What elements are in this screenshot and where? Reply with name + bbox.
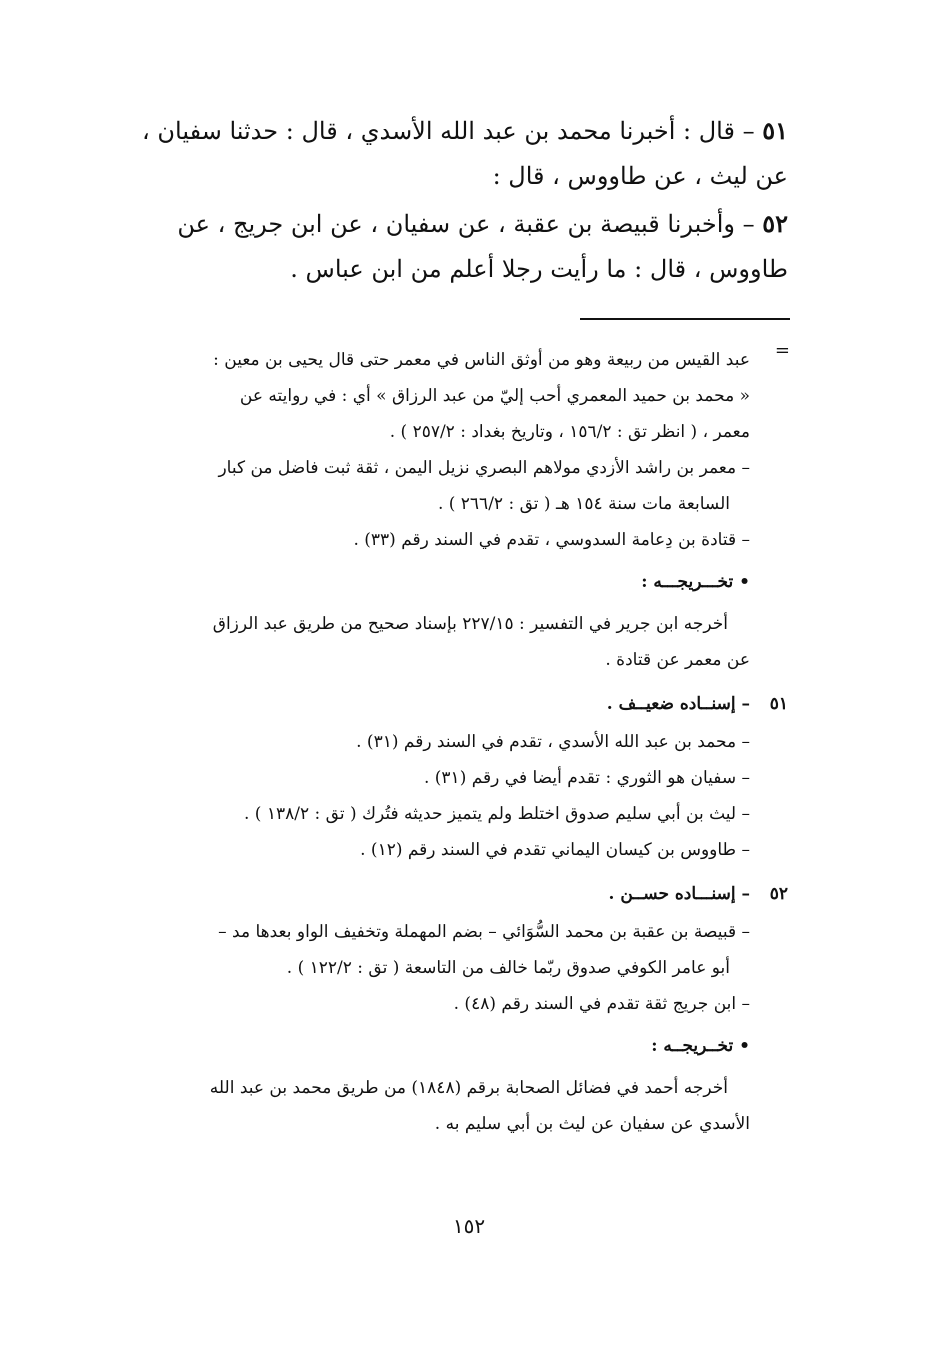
- note-line: أبو عامر الكوفي صدوق ربّما خالف من التاسعة ( تق : ١٢٢/٢ ) .: [286, 958, 730, 978]
- hadith-text: عن ليث ، عن طاووس ، قال :: [492, 162, 788, 190]
- note-line: – قتادة بن دِعامة السدوسي ، تقدم في السند رقم (٣٣) .: [353, 530, 750, 550]
- isnad-heading-52: [120, 876, 788, 912]
- note-number: ٥٢: [769, 884, 788, 904]
- hadith-52: [120, 201, 788, 292]
- note-line: معمر ، ( انظر تق : ١٥٦/٢ ، وتاريخ بغداد : ٢٥٧/٢ ) .: [389, 422, 750, 442]
- note-line: – سفيان هو الثوري : تقدم أيضا في رقم (٣١) .: [423, 768, 750, 788]
- footnotes: [120, 342, 788, 1142]
- isnad-grade: – إسنـــاده حســن .: [608, 884, 750, 904]
- main-text: [120, 108, 788, 294]
- note-line: – ابن جريج ثقة تقدم في السند رقم (٤٨) .: [453, 994, 750, 1014]
- takhrij-heading: • تخــريجــه :: [651, 1036, 750, 1056]
- note-line: أخرجه ابن جرير في التفسير : ٢٢٧/١٥ بإسناد صحيح من طريق عبد الرزاق: [212, 614, 728, 634]
- hadith-number: ٥١: [762, 116, 788, 145]
- continuation-mark: =: [774, 340, 790, 361]
- page-number: ١٥٢: [452, 1214, 486, 1238]
- note-line: « محمد بن حميد المعمري أحب إليّ من عبد الرزاق » أي : في روايته عن: [239, 386, 750, 406]
- hadith-text: طاووس ، قال : ما رأيت رجلا أعلم من ابن عباس .: [290, 255, 788, 283]
- note-number: ٥١: [769, 694, 788, 714]
- note-line: عبد القيس من ربيعة وهو من أوثق الناس في معمر حتى قال يحيى بن معين :: [213, 350, 750, 370]
- hadith-text: – وأخبرنا قبيصة بن عقبة ، عن سفيان ، عن ابن جريج ، عن: [177, 210, 763, 238]
- note-line: عن معمر عن قتادة .: [605, 650, 750, 670]
- takhrij-heading: • تخـــريجـــه :: [641, 572, 750, 592]
- hadith-text: – قال : أخبرنا محمد بن عبد الله الأسدي ، قال : حدثنا سفيان ،: [142, 117, 763, 145]
- note-line: – قبيصة بن عقبة بن محمد السُّوَائي – بضم المهملة وتخفيف الواو بعدها مد –: [218, 922, 750, 942]
- note-line: السابعة مات سنة ١٥٤ هـ ( تق : ٢٦٦/٢ ) .: [437, 494, 730, 514]
- hadith-number: ٥٢: [762, 209, 788, 238]
- note-line: – طاووس بن كيسان اليماني تقدم في السند رقم (١٢) .: [360, 840, 750, 860]
- hadith-51: [120, 108, 788, 199]
- note-line: – ليث بن أبي سليم صدوق اختلط ولم يتميز حديثه فتُرك ( تق : ١٣٨/٢ ) .: [244, 804, 750, 824]
- footnote-divider: [580, 318, 790, 320]
- isnad-grade: – إسنــاده ضعيــف .: [606, 694, 750, 714]
- note-line: الأسدي عن سفيان عن ليث بن أبي سليم به .: [434, 1114, 750, 1134]
- note-line: – محمد بن عبد الله الأسدي ، تقدم في السند رقم (٣١) .: [356, 732, 750, 752]
- isnad-heading-51: [120, 686, 788, 722]
- note-line: – معمر بن راشد الأزدي مولاهم البصري نزيل اليمن ، ثقة ثبت فاضل من كبار: [218, 458, 750, 478]
- note-line: أخرجه أحمد في فضائل الصحابة برقم (١٨٤٨) من طريق محمد بن عبد الله: [209, 1078, 728, 1098]
